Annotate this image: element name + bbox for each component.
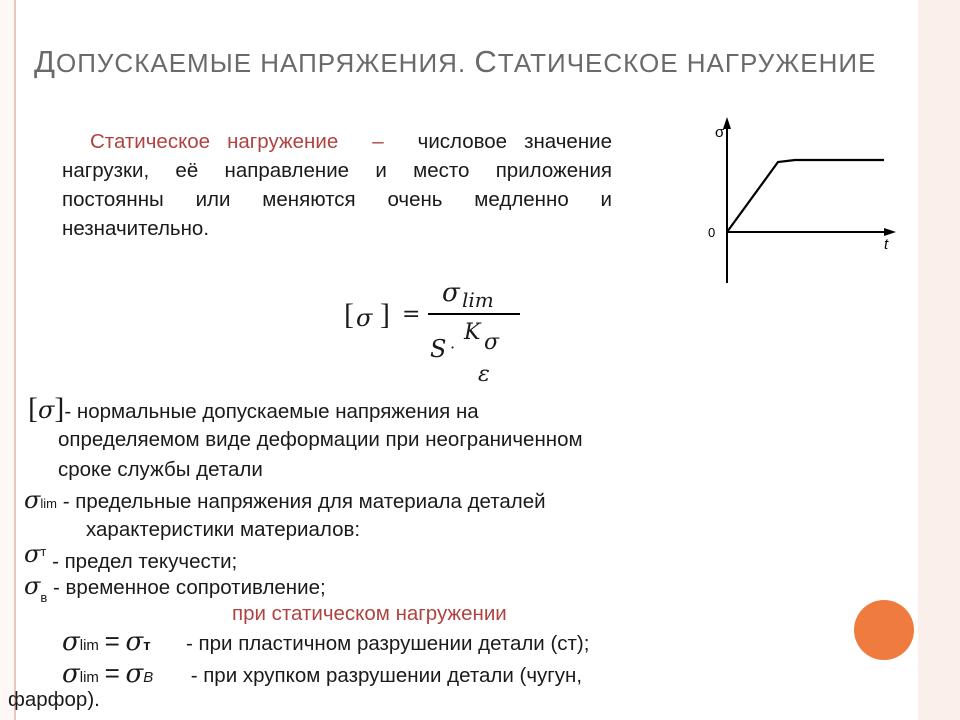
case1-rhs: σ (125, 627, 144, 657)
legend-t-sigma: σ (24, 540, 41, 568)
definition-dash: – (372, 130, 384, 153)
legend-lim-sigma: σ (24, 486, 41, 514)
legend-allowed-text: - нормальные допускаемые напряжения на (64, 400, 479, 423)
definition-term: Статическое нагружение (90, 130, 339, 153)
case2-text: - при хрупком разрушении детали (чугун, (190, 664, 583, 687)
case-brittle (62, 658, 582, 689)
case2-lhs-sub: lim (79, 669, 99, 686)
formula-lhs-sigma: σ (356, 304, 373, 332)
case2-lhs: σ (62, 659, 80, 689)
case1-text: - при пластичном разрушении детали (ст); (186, 632, 590, 655)
legend-lim-text: - предельные напряжения для материала деталей (62, 490, 546, 513)
decorative-orange-circle (854, 600, 914, 660)
title-cap-1: Д (34, 44, 56, 79)
case1-lhs-sub: lim (79, 637, 99, 654)
x-axis-label: t (884, 236, 889, 253)
case1-rhs-sub: т (143, 637, 151, 654)
legend-allowed-sigma: σ (38, 396, 55, 424)
formula-den-k-sub: σ (484, 330, 500, 355)
formula-den-eps: ε (478, 362, 490, 387)
legend-v-sub: в (40, 590, 48, 605)
case2-rhs: σ (125, 659, 144, 689)
formula-den-s: S (430, 335, 447, 363)
formula-den-dot: · (450, 338, 456, 357)
formula-equals: = (402, 302, 421, 327)
y-axis-label: σ (715, 124, 725, 141)
legend-v-text: - временное сопротивление; (53, 576, 326, 599)
formula-lhs-close: ] (380, 298, 390, 331)
origin-label: 0 (708, 225, 716, 240)
legend-lim-line2: характеристики материалов: (86, 518, 361, 541)
legend-lim-sub: lim (40, 496, 57, 511)
title-rest-2: ТАТИЧЕСКОЕ НАГРУЖЕНИЕ (497, 48, 877, 78)
formula-numerator: σ (442, 278, 460, 308)
legend-allowed-line2: определяемом виде деформации при неограниченном (58, 428, 583, 451)
case1-lhs: σ (62, 627, 80, 657)
title-cap-2: С (474, 44, 498, 79)
formula-lhs-open: [ (344, 298, 354, 331)
case2-line2: фарфор). (8, 688, 100, 711)
legend-allowed-stress (28, 392, 479, 426)
title-rest-1: ОПУСКАЕМЫЕ НАПРЯЖЕНИЯ (56, 48, 458, 78)
legend-sigma-v (24, 572, 326, 605)
legend-v-sigma: σ (24, 572, 41, 600)
legend-allowed-open: [ (28, 392, 38, 425)
legend-allowed-line3: сроке службы детали (58, 458, 263, 481)
legend-allowed-close: ] (54, 392, 65, 425)
static-loading-heading: при статическом нагружении (232, 602, 507, 625)
legend-t-sub: т (40, 544, 47, 559)
definition-text: числовое значение нагрузки, её направление и место приложения постоянны или меняются очень медленно и незначительно. (62, 130, 612, 240)
legend-t-text: - предел текучести; (52, 550, 238, 573)
case1-eq: = (104, 626, 120, 656)
legend-sigma-t (24, 540, 238, 573)
formula-numerator-sub: lim (462, 288, 494, 312)
legend-sigma-lim (24, 486, 546, 514)
case2-rhs-sub: B (143, 669, 154, 686)
formula-den-k: K (464, 320, 481, 345)
case-plastic (62, 626, 589, 657)
title-dot: . (457, 48, 467, 78)
case2-eq: = (104, 658, 120, 688)
